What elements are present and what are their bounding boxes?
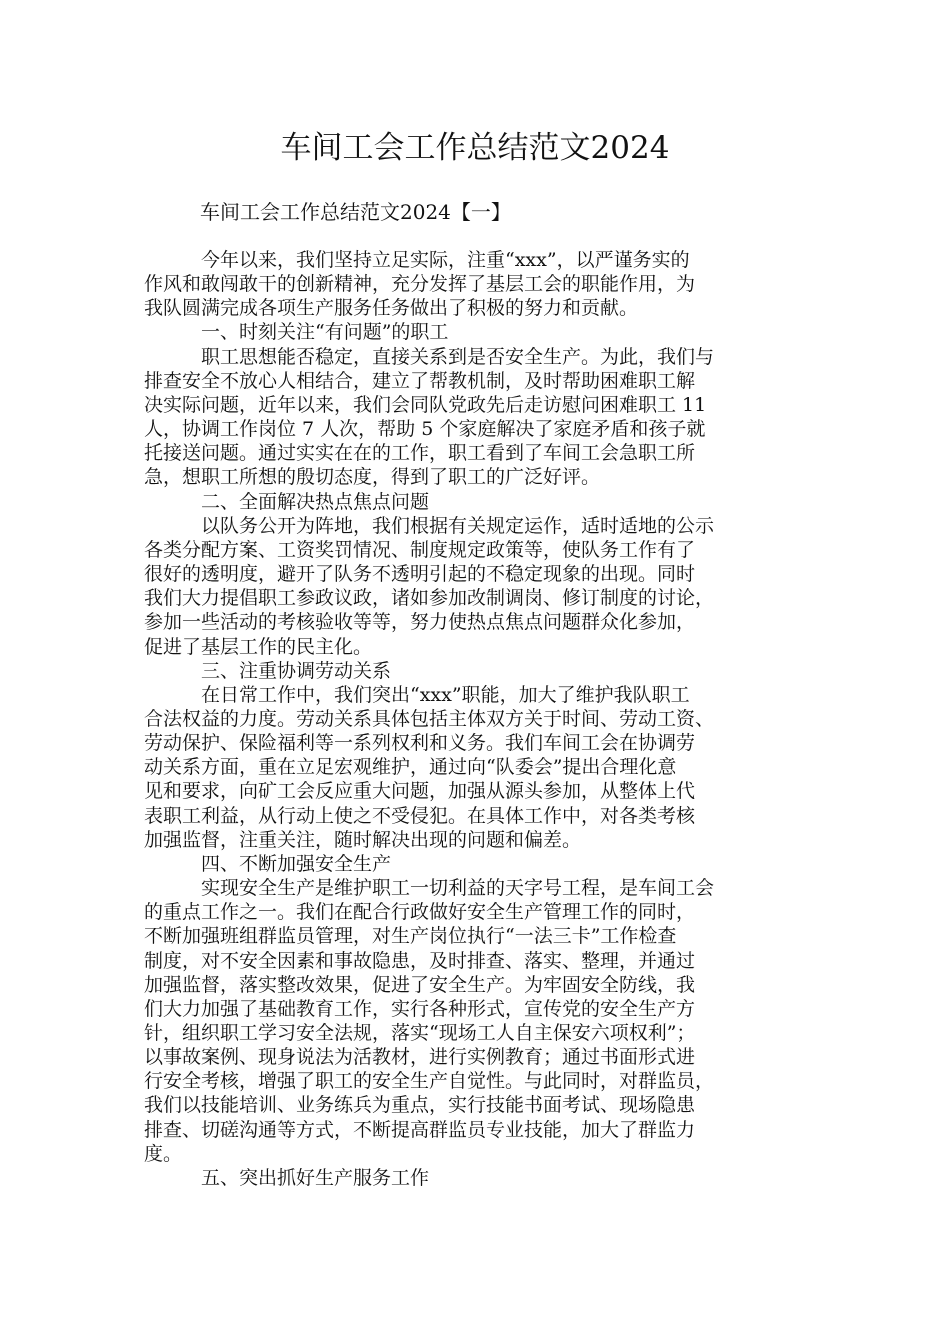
text-line: 四、不断加强安全生产 <box>201 852 392 875</box>
text-line: 五、突出抓好生产服务工作 <box>201 1166 430 1189</box>
text-line: 决实际问题，近年以来，我们会同队党政先后走访慰问困难职工 11 <box>144 393 707 416</box>
text-line: 劳动保护、保险福利等一系列权利和义务。我们车间工会在协调劳 <box>144 732 696 755</box>
text-line: 三、注重协调劳动关系 <box>201 659 392 682</box>
text-line: 加强监督，注重关注，随时解决出现的问题和偏差。 <box>144 828 582 851</box>
text-line: 加强监督，落实整改效果，促进了安全生产。为牢固安全防线，我 <box>144 973 696 996</box>
text-line: 我们以技能培训、业务练兵为重点，实行技能书面考试、现场隐患 <box>144 1094 696 1117</box>
text-line: 行安全考核，增强了职工的安全生产自觉性。与此同时，对群监员， <box>144 1070 715 1093</box>
text-line: 动关系方面，重在立足宏观维护，通过向“队委会”提出合理化意 <box>144 756 677 779</box>
text-line: 作风和敢闯敢干的创新精神，充分发挥了基层工会的职能作用，为 <box>144 273 696 296</box>
text-line: 表职工利益，从行动上使之不受侵犯。在具体工作中，对各类考核 <box>144 804 696 827</box>
text-line: 们大力加强了基础教育工作，实行各种形式，宣传党的安全生产方 <box>144 997 696 1020</box>
document-body <box>144 248 808 1190</box>
text-line: 急，想职工所想的殷切态度，得到了职工的广泛好评。 <box>144 466 601 489</box>
text-line: 促进了基层工作的民主化。 <box>144 635 373 658</box>
text-line: 很好的透明度，避开了队务不透明引起的不稳定现象的出现。同时 <box>144 563 696 586</box>
document-subtitle: 车间工会工作总结范文2024【一】 <box>200 200 511 224</box>
text-line: 制度，对不安全因素和事故隐患，及时排查、落实、整理，并通过 <box>144 949 696 972</box>
text-line: 度。 <box>144 1142 183 1165</box>
text-line: 在日常工作中，我们突出“xxx”职能，加大了维护我队职工 <box>201 683 690 706</box>
text-line: 我们大力提倡职工参政议政，诸如参加改制调岗、修订制度的讨论， <box>144 587 715 610</box>
text-line: 参加一些活动的考核验收等等，努力使热点焦点问题群众化参加， <box>144 611 696 634</box>
document-title: 车间工会工作总结范文2024 <box>280 130 670 166</box>
text-line: 不断加强班组群监员管理，对生产岗位执行“一法三卡”工作检查 <box>144 925 677 948</box>
text-line: 针，组织职工学习安全法规，落实“现场工人自主保安六项权利”； <box>144 1022 696 1044</box>
text-line: 一、时刻关注“有问题”的职工 <box>201 321 449 344</box>
text-line: 二、全面解决热点焦点问题 <box>201 490 430 513</box>
text-line: 实现安全生产是维护职工一切利益的天字号工程，是车间工会 <box>201 877 715 900</box>
text-line: 托接送问题。通过实实在在的工作，职工看到了车间工会急职工所 <box>144 442 696 465</box>
text-line: 合法权益的力度。劳动关系具体包括主体双方关于时间、劳动工资、 <box>144 707 715 730</box>
text-line: 职工思想能否稳定，直接关系到是否安全生产。为此，我们与 <box>201 345 715 368</box>
text-line: 今年以来，我们坚持立足实际，注重“xxx”，以严谨务实的 <box>201 249 690 271</box>
text-line: 排查、切磋沟通等方式，不断提高群监员专业技能，加大了群监力 <box>144 1118 696 1141</box>
text-line: 以队务公开为阵地，我们根据有关规定运作，适时适地的公示 <box>201 514 715 537</box>
text-line: 我队圆满完成各项生产服务任务做出了积极的努力和贡献。 <box>144 297 639 320</box>
text-line: 各类分配方案、工资奖罚情况、制度规定政策等，使队务工作有了 <box>144 538 696 561</box>
text-line: 以事故案例、现身说法为活教材，进行实例教育；通过书面形式进 <box>144 1046 696 1069</box>
text-line: 排查安全不放心人相结合，建立了帮教机制，及时帮助困难职工解 <box>144 369 696 392</box>
text-line: 的重点工作之一。我们在配合行政做好安全生产管理工作的同时， <box>144 901 696 924</box>
text-line: 人，协调工作岗位 7 人次，帮助 5 个家庭解决了家庭矛盾和孩子就 <box>144 418 706 441</box>
text-line: 见和要求，向矿工会反应重大问题，加强从源头参加，从整体上代 <box>144 780 696 803</box>
